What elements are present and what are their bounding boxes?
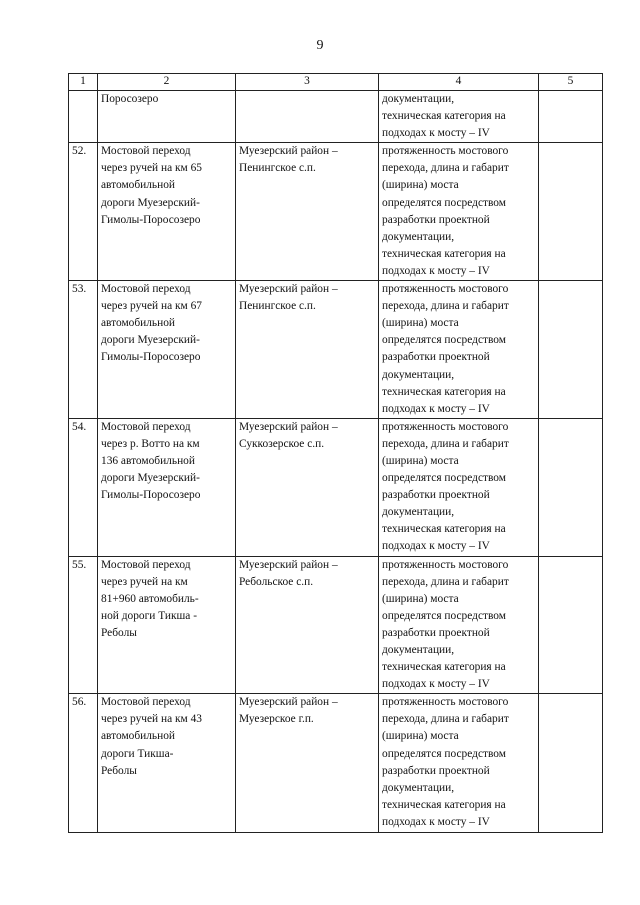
table-row — [69, 556, 603, 694]
object-cell: Мостовой переход через р. Вотто на км 136 автомобильной дороги Муезерский- Гимолы-Поросозеро — [98, 418, 236, 556]
note-cell — [539, 694, 603, 833]
object-cell: Мостовой переход через ручей на км 81+960 автомобиль- ной дороги Тикша - Реболы — [98, 556, 236, 694]
table-row — [69, 143, 603, 281]
table-body — [69, 91, 603, 833]
characteristics-cell: протяженность мостового перехода, длина и габарит (ширина) моста определятся посредством разработки проектной документации, техническая категория на подходах к мосту – IV — [379, 556, 539, 694]
object-cell: Поросозеро — [98, 91, 236, 143]
note-cell — [539, 281, 603, 419]
row-number-cell: 52. — [69, 143, 98, 281]
header-col-3: 3 — [236, 74, 379, 91]
object-cell: Мостовой переход через ручей на км 65 автомобильной дороги Муезерский- Гимолы-Поросозеро — [98, 143, 236, 281]
table-header-row — [69, 74, 603, 91]
note-cell — [539, 91, 603, 143]
table-row — [69, 281, 603, 419]
row-number-cell: 55. — [69, 556, 98, 694]
location-cell: Муезерский район – Ребольское с.п. — [236, 556, 379, 694]
row-number-cell — [69, 91, 98, 143]
header-col-2: 2 — [98, 74, 236, 91]
location-cell: Муезерский район – Пенингское с.п. — [236, 281, 379, 419]
characteristics-cell: протяженность мостового перехода, длина и габарит (ширина) моста определятся посредством разработки проектной документации, техническая категория на подходах к мосту – IV — [379, 694, 539, 833]
location-cell: Муезерский район – Муезерское г.п. — [236, 694, 379, 833]
note-cell — [539, 143, 603, 281]
object-cell: Мостовой переход через ручей на км 67 автомобильной дороги Муезерский- Гимолы-Поросозеро — [98, 281, 236, 419]
bridge-crossings-table — [68, 73, 603, 833]
page-number: 9 — [316, 38, 324, 53]
header-col-1: 1 — [69, 74, 98, 91]
location-cell: Муезерский район – Суккозерское с.п. — [236, 418, 379, 556]
characteristics-cell: документации, техническая категория на подходах к мосту – IV — [379, 91, 539, 143]
row-number-cell: 53. — [69, 281, 98, 419]
table-row — [69, 694, 603, 833]
row-number-cell: 54. — [69, 418, 98, 556]
location-cell: Муезерский район – Пенингское с.п. — [236, 143, 379, 281]
object-cell: Мостовой переход через ручей на км 43 автомобильной дороги Тикша- Реболы — [98, 694, 236, 833]
table-row — [69, 418, 603, 556]
note-cell — [539, 556, 603, 694]
location-cell — [236, 91, 379, 143]
characteristics-cell: протяженность мостового перехода, длина и габарит (ширина) моста определятся посредством разработки проектной документации, техническая категория на подходах к мосту – IV — [379, 418, 539, 556]
header-col-5: 5 — [539, 74, 603, 91]
characteristics-cell: протяженность мостового перехода, длина и габарит (ширина) моста определятся посредством разработки проектной документации, техническая категория на подходах к мосту – IV — [379, 281, 539, 419]
note-cell — [539, 418, 603, 556]
table-row — [69, 91, 603, 143]
row-number-cell: 56. — [69, 694, 98, 833]
characteristics-cell: протяженность мостового перехода, длина и габарит (ширина) моста определятся посредством разработки проектной документации, техническая категория на подходах к мосту – IV — [379, 143, 539, 281]
header-col-4: 4 — [379, 74, 539, 91]
